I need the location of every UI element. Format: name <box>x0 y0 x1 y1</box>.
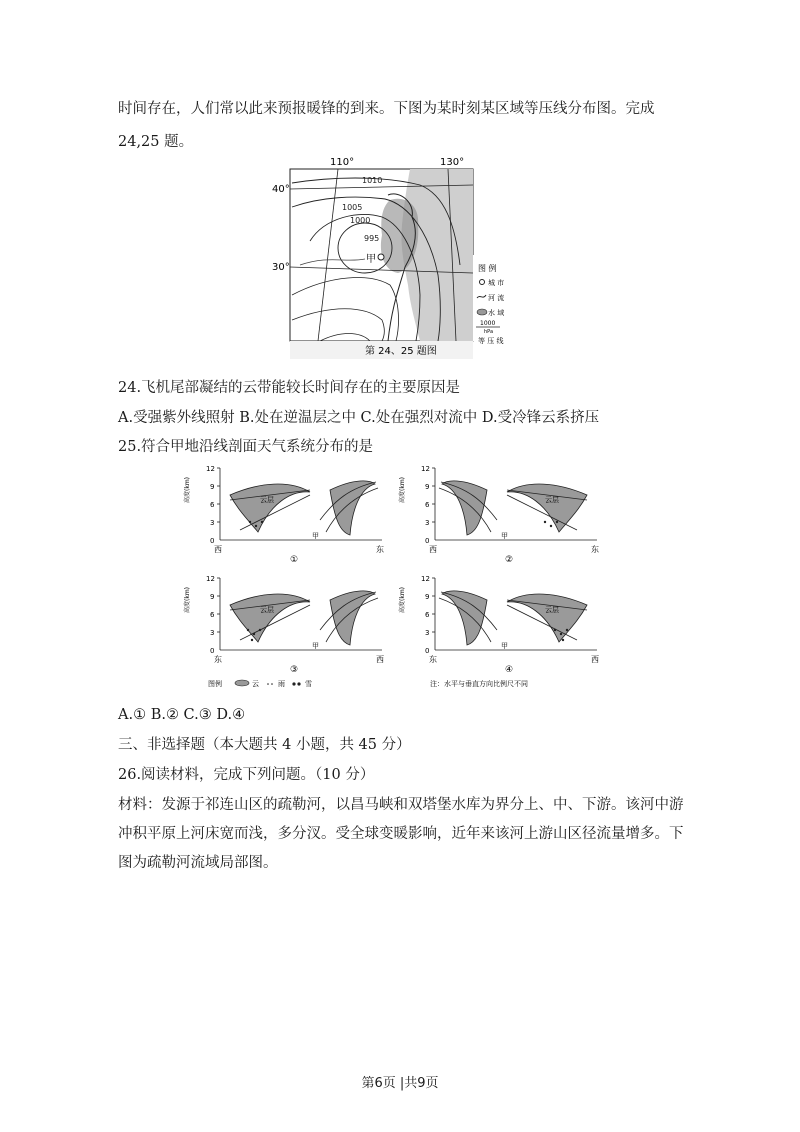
lat-label-40: 40° <box>272 184 290 195</box>
panel-2-right-dir: 东 <box>591 545 599 554</box>
panel-1-right-dir: 东 <box>376 545 384 554</box>
cross-section-figure <box>184 460 610 692</box>
panel-1-cloud-label: 云层 <box>260 496 274 504</box>
q24-options: A.受强紫外线照射 B.处在逆温层之中 C.处在强烈对流中 D.受冷锋云系挤压 <box>118 410 600 426</box>
svg-text:3: 3 <box>210 629 215 637</box>
legend-city-icon <box>480 280 485 285</box>
legend-city: 城 市 <box>488 279 505 287</box>
place-label-jia: 甲 <box>366 254 376 265</box>
panel-1-number: ① <box>290 555 299 565</box>
legend-cloud: 云 <box>252 680 259 688</box>
panel-4 <box>398 575 599 675</box>
cross-section-note: 注：水平与垂直方向比例尺不同 <box>430 680 528 688</box>
legend-label: 图例 <box>208 680 222 688</box>
svg-text:0: 0 <box>210 647 215 655</box>
panel-4-number: ④ <box>505 665 514 675</box>
intro-line-2: 24,25 题。 <box>118 134 194 150</box>
cloud-icon <box>235 680 249 686</box>
lon-label-110: 110° <box>330 157 355 168</box>
isobar-label-995: 995 <box>364 234 380 243</box>
panel-4-right-dir: 西 <box>591 655 599 664</box>
legend-water: 水 域 <box>488 309 505 317</box>
panel-4-jia: 甲 <box>501 642 508 650</box>
svg-text:9: 9 <box>210 483 215 491</box>
panel-3 <box>183 575 384 675</box>
section-3-heading: 三、非选择题（本大题共 4 小题，共 45 分） <box>118 737 411 753</box>
city-icon <box>378 254 384 260</box>
snow-icon <box>292 682 295 685</box>
legend-isobar: 等 压 线 <box>478 337 504 345</box>
isobar-map-figure <box>270 155 510 360</box>
isobar-label-1005: 1005 <box>342 203 363 212</box>
q26-stem: 26.阅读材料，完成下列问题。（10 分） <box>118 767 375 783</box>
svg-text:12: 12 <box>206 575 215 583</box>
panel-2-cloud-label: 云层 <box>545 496 559 504</box>
legend-snow: 雪 <box>305 680 312 688</box>
isobar-label-1010: 1010 <box>362 176 383 185</box>
panel-2-left-dir: 西 <box>429 545 437 554</box>
svg-text:6: 6 <box>425 501 430 509</box>
intro-line-1: 时间存在，人们常以此来预报暖锋的到来。下图为某时刻某区域等压线分布图。完成 <box>118 101 655 117</box>
panel-4-cloud-label: 云层 <box>545 606 559 614</box>
legend-title: 图 例 <box>478 264 497 273</box>
q24-stem: 24.飞机尾部凝结的云带能较长时间存在的主要原因是 <box>118 380 461 396</box>
svg-text:9: 9 <box>425 483 430 491</box>
panel-3-right-dir: 西 <box>376 655 384 664</box>
panel-2 <box>398 465 599 565</box>
svg-text:0: 0 <box>425 537 430 545</box>
q25-options: A.① B.② C.③ D.④ <box>118 707 246 723</box>
panel-2-jia: 甲 <box>501 532 508 540</box>
svg-text:6: 6 <box>425 611 430 619</box>
svg-text:6: 6 <box>210 501 215 509</box>
lon-label-130: 130° <box>440 157 465 168</box>
legend-river: 河 流 <box>488 294 505 302</box>
svg-text:0: 0 <box>425 647 430 655</box>
legend-water-icon <box>477 309 487 315</box>
legend-isobar-unit: hPa <box>484 329 494 335</box>
panel-1 <box>183 465 384 565</box>
q26-material-2: 冲积平原上河床宽而浅，多分汊。受全球变暖影响，近年来该河上游山区径流量增多。下 <box>118 826 684 842</box>
q26-material-1: 材料：发源于祁连山区的疏勒河，以昌马峡和双塔堡水库为界分上、中、下游。该河中游 <box>118 797 684 813</box>
panel-1-left-dir: 西 <box>214 545 222 554</box>
map-caption: 第 24、25 题图 <box>365 346 437 357</box>
q26-material-3: 图为疏勒河流域局部图。 <box>118 855 278 871</box>
panel-3-jia: 甲 <box>312 642 319 650</box>
svg-text:12: 12 <box>206 465 215 473</box>
cross-section-legend <box>208 679 528 688</box>
isobar-label-1000: 1000 <box>350 216 371 225</box>
svg-text:6: 6 <box>210 611 215 619</box>
svg-text:12: 12 <box>421 575 430 583</box>
panel-3-number: ③ <box>290 665 299 675</box>
panel-4-left-dir: 东 <box>429 655 437 664</box>
panel-3-cloud-label: 云层 <box>260 606 274 614</box>
svg-text:3: 3 <box>210 519 215 527</box>
panel-1-jia: 甲 <box>312 532 319 540</box>
svg-text:0: 0 <box>210 537 215 545</box>
panel-3-left-dir: 东 <box>214 655 222 664</box>
legend-rain: 雨 <box>278 680 285 688</box>
svg-text:3: 3 <box>425 629 430 637</box>
legend-isobar-value: 1000 <box>480 320 496 327</box>
panel-2-number: ② <box>505 555 514 565</box>
q25-stem: 25.符合甲地沿线剖面天气系统分布的是 <box>118 439 374 455</box>
rain-icon <box>267 683 269 685</box>
lat-label-30: 30° <box>272 262 290 273</box>
svg-text:9: 9 <box>210 593 215 601</box>
svg-text:9: 9 <box>425 593 430 601</box>
svg-text:高度(km): 高度(km) <box>184 586 191 613</box>
svg-text:高度(km): 高度(km) <box>399 476 406 503</box>
svg-text:高度(km): 高度(km) <box>184 476 191 503</box>
svg-text:高度(km): 高度(km) <box>399 586 406 613</box>
page-footer: 第6页 |共9页 <box>361 1076 439 1091</box>
svg-text:3: 3 <box>425 519 430 527</box>
svg-text:12: 12 <box>421 465 430 473</box>
